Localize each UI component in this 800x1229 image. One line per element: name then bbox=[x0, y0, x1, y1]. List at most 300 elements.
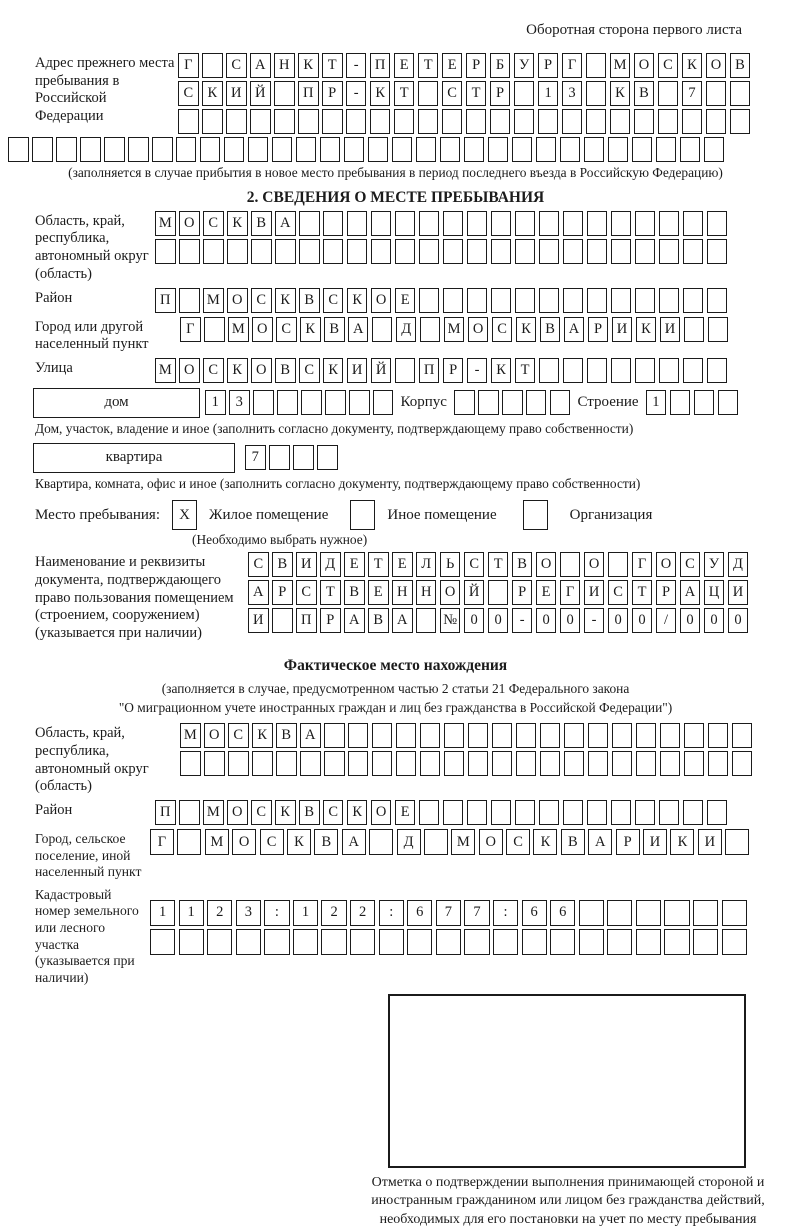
char-box[interactable] bbox=[207, 929, 232, 955]
char-box[interactable] bbox=[635, 239, 656, 264]
char-box[interactable]: К bbox=[670, 829, 694, 855]
char-box[interactable]: В bbox=[314, 829, 338, 855]
char-box[interactable] bbox=[418, 109, 439, 134]
char-box[interactable]: В bbox=[561, 829, 585, 855]
char-box[interactable] bbox=[659, 211, 680, 236]
char-box[interactable] bbox=[396, 751, 417, 776]
char-box[interactable] bbox=[659, 800, 680, 825]
char-box[interactable]: В bbox=[299, 800, 320, 825]
char-box[interactable]: О bbox=[204, 723, 225, 748]
char-box[interactable] bbox=[369, 829, 393, 855]
char-box[interactable]: 7 bbox=[682, 81, 703, 106]
char-box[interactable] bbox=[372, 723, 393, 748]
char-box[interactable] bbox=[418, 81, 439, 106]
char-box[interactable] bbox=[588, 751, 609, 776]
char-box[interactable] bbox=[707, 239, 728, 264]
char-box[interactable] bbox=[466, 109, 487, 134]
prev-address-row-3[interactable] bbox=[178, 109, 750, 134]
char-box[interactable]: Т bbox=[320, 580, 341, 605]
char-box[interactable]: Т bbox=[322, 53, 343, 78]
char-box[interactable] bbox=[539, 239, 560, 264]
char-box[interactable] bbox=[444, 751, 465, 776]
char-box[interactable] bbox=[128, 137, 149, 162]
char-box[interactable] bbox=[323, 239, 344, 264]
char-box[interactable]: Й bbox=[250, 81, 271, 106]
char-box[interactable]: 1 bbox=[205, 390, 226, 415]
char-box[interactable] bbox=[562, 109, 583, 134]
char-box[interactable]: А bbox=[588, 829, 612, 855]
prev-address-row-1[interactable] bbox=[178, 53, 750, 78]
char-box[interactable]: К bbox=[227, 211, 248, 236]
premises-checkbox-other[interactable] bbox=[350, 500, 375, 530]
char-box[interactable]: Г bbox=[562, 53, 583, 78]
char-box[interactable] bbox=[252, 751, 273, 776]
char-box[interactable] bbox=[203, 239, 224, 264]
char-box[interactable] bbox=[563, 800, 584, 825]
char-box[interactable] bbox=[722, 900, 747, 926]
char-box[interactable] bbox=[392, 137, 413, 162]
char-box[interactable] bbox=[693, 929, 718, 955]
char-box[interactable]: Р bbox=[538, 53, 559, 78]
char-box[interactable] bbox=[454, 390, 475, 415]
char-box[interactable] bbox=[443, 239, 464, 264]
char-box[interactable] bbox=[178, 109, 199, 134]
char-box[interactable]: С bbox=[658, 53, 679, 78]
char-box[interactable] bbox=[563, 239, 584, 264]
char-box[interactable] bbox=[611, 288, 632, 313]
char-box[interactable] bbox=[718, 390, 739, 415]
char-box[interactable] bbox=[293, 445, 314, 470]
char-box[interactable] bbox=[248, 137, 269, 162]
char-box[interactable]: А bbox=[344, 608, 365, 633]
char-box[interactable] bbox=[683, 288, 704, 313]
char-box[interactable]: В bbox=[512, 552, 533, 577]
char-box[interactable] bbox=[635, 358, 656, 383]
char-box[interactable] bbox=[323, 211, 344, 236]
char-box[interactable]: К bbox=[300, 317, 321, 342]
char-box[interactable]: - bbox=[346, 81, 367, 106]
char-box[interactable]: С bbox=[178, 81, 199, 106]
char-box[interactable] bbox=[299, 239, 320, 264]
char-box[interactable] bbox=[32, 137, 53, 162]
char-box[interactable] bbox=[664, 900, 689, 926]
char-box[interactable]: И bbox=[248, 608, 269, 633]
char-box[interactable] bbox=[395, 358, 416, 383]
char-box[interactable]: Р bbox=[466, 53, 487, 78]
char-box[interactable] bbox=[587, 239, 608, 264]
apartment-type-box[interactable]: квартира bbox=[33, 443, 235, 473]
char-box[interactable] bbox=[564, 723, 585, 748]
char-box[interactable] bbox=[560, 137, 581, 162]
char-box[interactable] bbox=[202, 53, 223, 78]
char-box[interactable]: М bbox=[228, 317, 249, 342]
char-box[interactable] bbox=[299, 211, 320, 236]
char-box[interactable] bbox=[274, 81, 295, 106]
house-type-box[interactable]: дом bbox=[33, 388, 200, 418]
char-box[interactable]: Д bbox=[396, 317, 417, 342]
char-box[interactable]: К bbox=[370, 81, 391, 106]
char-box[interactable]: Е bbox=[395, 800, 416, 825]
char-box[interactable] bbox=[660, 723, 681, 748]
char-box[interactable] bbox=[706, 81, 727, 106]
char-box[interactable]: Т bbox=[466, 81, 487, 106]
char-box[interactable] bbox=[180, 751, 201, 776]
char-box[interactable]: С bbox=[464, 552, 485, 577]
char-box[interactable] bbox=[416, 137, 437, 162]
char-box[interactable]: П bbox=[298, 81, 319, 106]
char-box[interactable]: - bbox=[346, 53, 367, 78]
char-box[interactable] bbox=[317, 445, 338, 470]
char-box[interactable] bbox=[467, 288, 488, 313]
char-box[interactable] bbox=[419, 800, 440, 825]
prev-address-overflow-row[interactable] bbox=[8, 137, 756, 162]
char-box[interactable] bbox=[694, 390, 715, 415]
actual-city-row[interactable] bbox=[150, 829, 749, 855]
char-box[interactable]: Д bbox=[397, 829, 421, 855]
char-box[interactable]: Г bbox=[178, 53, 199, 78]
char-box[interactable]: П bbox=[155, 288, 176, 313]
char-box[interactable] bbox=[491, 211, 512, 236]
char-box[interactable] bbox=[419, 239, 440, 264]
char-box[interactable]: У bbox=[704, 552, 725, 577]
char-box[interactable]: : bbox=[379, 900, 404, 926]
char-box[interactable] bbox=[708, 751, 729, 776]
char-box[interactable] bbox=[516, 723, 537, 748]
char-box[interactable]: Р bbox=[616, 829, 640, 855]
char-box[interactable] bbox=[467, 800, 488, 825]
char-box[interactable] bbox=[722, 929, 747, 955]
char-box[interactable]: К bbox=[287, 829, 311, 855]
char-box[interactable]: О bbox=[634, 53, 655, 78]
char-box[interactable] bbox=[416, 608, 437, 633]
char-box[interactable]: 0 bbox=[536, 608, 557, 633]
char-box[interactable] bbox=[636, 929, 661, 955]
district-row[interactable] bbox=[155, 288, 727, 313]
char-box[interactable]: Г bbox=[180, 317, 201, 342]
char-box[interactable] bbox=[264, 929, 289, 955]
char-box[interactable] bbox=[707, 800, 728, 825]
char-box[interactable]: Р bbox=[443, 358, 464, 383]
char-box[interactable] bbox=[515, 239, 536, 264]
char-box[interactable]: 0 bbox=[680, 608, 701, 633]
char-box[interactable]: О bbox=[536, 552, 557, 577]
char-box[interactable] bbox=[586, 81, 607, 106]
char-box[interactable] bbox=[179, 800, 200, 825]
char-box[interactable] bbox=[632, 137, 653, 162]
char-box[interactable]: Т bbox=[394, 81, 415, 106]
char-box[interactable]: В bbox=[275, 358, 296, 383]
char-box[interactable]: Р bbox=[272, 580, 293, 605]
char-box[interactable]: Й bbox=[464, 580, 485, 605]
char-box[interactable]: О bbox=[706, 53, 727, 78]
char-box[interactable] bbox=[608, 552, 629, 577]
char-box[interactable] bbox=[224, 137, 245, 162]
char-box[interactable] bbox=[682, 109, 703, 134]
char-box[interactable]: О bbox=[252, 317, 273, 342]
char-box[interactable]: А bbox=[348, 317, 369, 342]
char-box[interactable]: 6 bbox=[407, 900, 432, 926]
char-box[interactable]: В bbox=[272, 552, 293, 577]
char-box[interactable] bbox=[228, 751, 249, 776]
char-box[interactable]: С bbox=[248, 552, 269, 577]
char-box[interactable] bbox=[394, 109, 415, 134]
char-box[interactable]: К bbox=[275, 800, 296, 825]
char-box[interactable]: О bbox=[179, 358, 200, 383]
char-box[interactable]: 1 bbox=[150, 900, 175, 926]
char-box[interactable]: П bbox=[419, 358, 440, 383]
street-row[interactable] bbox=[155, 358, 727, 383]
char-box[interactable]: Е bbox=[394, 53, 415, 78]
char-box[interactable] bbox=[320, 137, 341, 162]
char-box[interactable] bbox=[424, 829, 448, 855]
char-box[interactable]: Л bbox=[416, 552, 437, 577]
char-box[interactable] bbox=[611, 800, 632, 825]
char-box[interactable]: 1 bbox=[646, 390, 667, 415]
char-box[interactable] bbox=[659, 288, 680, 313]
char-box[interactable] bbox=[660, 751, 681, 776]
char-box[interactable]: 7 bbox=[464, 900, 489, 926]
char-box[interactable]: С bbox=[506, 829, 530, 855]
char-box[interactable]: - bbox=[467, 358, 488, 383]
char-box[interactable] bbox=[253, 390, 274, 415]
char-box[interactable]: С bbox=[492, 317, 513, 342]
char-box[interactable]: К bbox=[202, 81, 223, 106]
char-box[interactable]: Е bbox=[392, 552, 413, 577]
char-box[interactable] bbox=[683, 239, 704, 264]
char-box[interactable] bbox=[636, 900, 661, 926]
char-box[interactable]: В bbox=[634, 81, 655, 106]
char-box[interactable] bbox=[420, 751, 441, 776]
char-box[interactable] bbox=[274, 109, 295, 134]
char-box[interactable]: Е bbox=[395, 288, 416, 313]
char-box[interactable] bbox=[588, 723, 609, 748]
char-box[interactable]: К bbox=[323, 358, 344, 383]
char-box[interactable]: И bbox=[226, 81, 247, 106]
char-box[interactable] bbox=[704, 137, 725, 162]
char-box[interactable] bbox=[227, 239, 248, 264]
char-box[interactable] bbox=[346, 109, 367, 134]
char-box[interactable]: 2 bbox=[321, 900, 346, 926]
char-box[interactable] bbox=[251, 239, 272, 264]
char-box[interactable] bbox=[420, 723, 441, 748]
char-box[interactable] bbox=[179, 239, 200, 264]
char-box[interactable] bbox=[550, 929, 575, 955]
char-box[interactable]: 0 bbox=[464, 608, 485, 633]
char-box[interactable]: Г bbox=[632, 552, 653, 577]
char-box[interactable]: М bbox=[444, 317, 465, 342]
char-box[interactable] bbox=[658, 109, 679, 134]
char-box[interactable] bbox=[560, 552, 581, 577]
char-box[interactable] bbox=[56, 137, 77, 162]
char-box[interactable] bbox=[693, 900, 718, 926]
char-box[interactable] bbox=[579, 900, 604, 926]
char-box[interactable] bbox=[683, 211, 704, 236]
char-box[interactable] bbox=[467, 239, 488, 264]
char-box[interactable] bbox=[512, 137, 533, 162]
char-box[interactable] bbox=[349, 390, 370, 415]
char-box[interactable]: С bbox=[251, 800, 272, 825]
char-box[interactable] bbox=[490, 109, 511, 134]
char-box[interactable]: Н bbox=[416, 580, 437, 605]
char-box[interactable] bbox=[706, 109, 727, 134]
char-box[interactable] bbox=[395, 239, 416, 264]
char-box[interactable] bbox=[350, 929, 375, 955]
char-box[interactable]: У bbox=[514, 53, 535, 78]
char-box[interactable]: Д bbox=[320, 552, 341, 577]
char-box[interactable]: 3 bbox=[236, 900, 261, 926]
char-box[interactable] bbox=[608, 137, 629, 162]
char-box[interactable] bbox=[372, 751, 393, 776]
prev-address-row-2[interactable] bbox=[178, 81, 750, 106]
char-box[interactable] bbox=[468, 751, 489, 776]
char-box[interactable] bbox=[321, 929, 346, 955]
char-box[interactable] bbox=[502, 390, 523, 415]
char-box[interactable]: 0 bbox=[728, 608, 749, 633]
char-box[interactable]: Е bbox=[536, 580, 557, 605]
char-box[interactable]: И bbox=[643, 829, 667, 855]
char-box[interactable] bbox=[348, 751, 369, 776]
char-box[interactable] bbox=[236, 929, 261, 955]
char-box[interactable] bbox=[407, 929, 432, 955]
char-box[interactable]: К bbox=[347, 800, 368, 825]
char-box[interactable] bbox=[540, 751, 561, 776]
char-box[interactable]: М bbox=[155, 358, 176, 383]
char-box[interactable] bbox=[659, 239, 680, 264]
char-box[interactable]: Т bbox=[632, 580, 653, 605]
char-box[interactable] bbox=[176, 137, 197, 162]
char-box[interactable] bbox=[587, 358, 608, 383]
char-box[interactable] bbox=[684, 751, 705, 776]
char-box[interactable] bbox=[670, 390, 691, 415]
document-row-1[interactable] bbox=[248, 552, 748, 577]
char-box[interactable]: П bbox=[155, 800, 176, 825]
char-box[interactable] bbox=[325, 390, 346, 415]
char-box[interactable]: 0 bbox=[632, 608, 653, 633]
char-box[interactable] bbox=[8, 137, 29, 162]
char-box[interactable] bbox=[250, 109, 271, 134]
char-box[interactable] bbox=[276, 751, 297, 776]
char-box[interactable] bbox=[707, 288, 728, 313]
char-box[interactable]: П bbox=[296, 608, 317, 633]
char-box[interactable]: С bbox=[203, 211, 224, 236]
char-box[interactable]: / bbox=[656, 608, 677, 633]
char-box[interactable]: : bbox=[264, 900, 289, 926]
char-box[interactable]: О bbox=[656, 552, 677, 577]
char-box[interactable] bbox=[664, 929, 689, 955]
char-box[interactable]: А bbox=[248, 580, 269, 605]
house-number-row[interactable] bbox=[205, 390, 393, 415]
char-box[interactable]: С bbox=[228, 723, 249, 748]
char-box[interactable] bbox=[730, 109, 751, 134]
char-box[interactable]: Б bbox=[490, 53, 511, 78]
char-box[interactable] bbox=[324, 751, 345, 776]
char-box[interactable] bbox=[514, 81, 535, 106]
char-box[interactable]: 7 bbox=[245, 445, 266, 470]
char-box[interactable] bbox=[539, 800, 560, 825]
char-box[interactable] bbox=[464, 929, 489, 955]
char-box[interactable]: Г bbox=[150, 829, 174, 855]
char-box[interactable] bbox=[515, 211, 536, 236]
char-box[interactable] bbox=[514, 109, 535, 134]
char-box[interactable] bbox=[372, 317, 393, 342]
char-box[interactable]: - bbox=[512, 608, 533, 633]
char-box[interactable] bbox=[488, 580, 509, 605]
char-box[interactable]: С bbox=[203, 358, 224, 383]
cadastral-row-2[interactable] bbox=[150, 929, 747, 955]
char-box[interactable] bbox=[538, 109, 559, 134]
char-box[interactable]: Т bbox=[418, 53, 439, 78]
char-box[interactable]: В bbox=[730, 53, 751, 78]
char-box[interactable] bbox=[659, 358, 680, 383]
char-box[interactable] bbox=[373, 390, 394, 415]
char-box[interactable] bbox=[539, 358, 560, 383]
char-box[interactable]: А bbox=[342, 829, 366, 855]
char-box[interactable] bbox=[293, 929, 318, 955]
char-box[interactable] bbox=[300, 751, 321, 776]
char-box[interactable]: О bbox=[468, 317, 489, 342]
char-box[interactable]: К bbox=[347, 288, 368, 313]
char-box[interactable] bbox=[586, 53, 607, 78]
char-box[interactable] bbox=[564, 751, 585, 776]
char-box[interactable]: С bbox=[299, 358, 320, 383]
char-box[interactable] bbox=[200, 137, 221, 162]
char-box[interactable] bbox=[204, 317, 225, 342]
char-box[interactable]: И bbox=[296, 552, 317, 577]
char-box[interactable] bbox=[563, 358, 584, 383]
char-box[interactable]: В bbox=[540, 317, 561, 342]
char-box[interactable]: К bbox=[491, 358, 512, 383]
char-box[interactable] bbox=[656, 137, 677, 162]
char-box[interactable] bbox=[202, 109, 223, 134]
char-box[interactable] bbox=[607, 900, 632, 926]
char-box[interactable] bbox=[522, 929, 547, 955]
char-box[interactable]: О bbox=[440, 580, 461, 605]
region-row-2[interactable] bbox=[155, 239, 727, 264]
char-box[interactable]: С bbox=[251, 288, 272, 313]
char-box[interactable]: С bbox=[296, 580, 317, 605]
char-box[interactable] bbox=[277, 390, 298, 415]
char-box[interactable] bbox=[515, 800, 536, 825]
char-box[interactable]: В bbox=[344, 580, 365, 605]
char-box[interactable] bbox=[730, 81, 751, 106]
char-box[interactable] bbox=[683, 358, 704, 383]
char-box[interactable] bbox=[611, 358, 632, 383]
char-box[interactable] bbox=[368, 137, 389, 162]
char-box[interactable] bbox=[684, 723, 705, 748]
char-box[interactable]: А bbox=[392, 608, 413, 633]
char-box[interactable] bbox=[587, 800, 608, 825]
char-box[interactable] bbox=[636, 751, 657, 776]
char-box[interactable]: С bbox=[608, 580, 629, 605]
char-box[interactable] bbox=[612, 723, 633, 748]
korpus-row[interactable] bbox=[454, 390, 571, 415]
char-box[interactable] bbox=[440, 137, 461, 162]
char-box[interactable] bbox=[395, 211, 416, 236]
char-box[interactable]: О bbox=[584, 552, 605, 577]
char-box[interactable]: Р bbox=[656, 580, 677, 605]
char-box[interactable] bbox=[707, 211, 728, 236]
char-box[interactable]: А bbox=[250, 53, 271, 78]
char-box[interactable]: Н bbox=[392, 580, 413, 605]
char-box[interactable] bbox=[379, 929, 404, 955]
char-box[interactable] bbox=[539, 288, 560, 313]
char-box[interactable] bbox=[550, 390, 571, 415]
char-box[interactable] bbox=[478, 390, 499, 415]
char-box[interactable] bbox=[370, 109, 391, 134]
char-box[interactable] bbox=[179, 929, 204, 955]
char-box[interactable] bbox=[301, 390, 322, 415]
char-box[interactable] bbox=[419, 211, 440, 236]
